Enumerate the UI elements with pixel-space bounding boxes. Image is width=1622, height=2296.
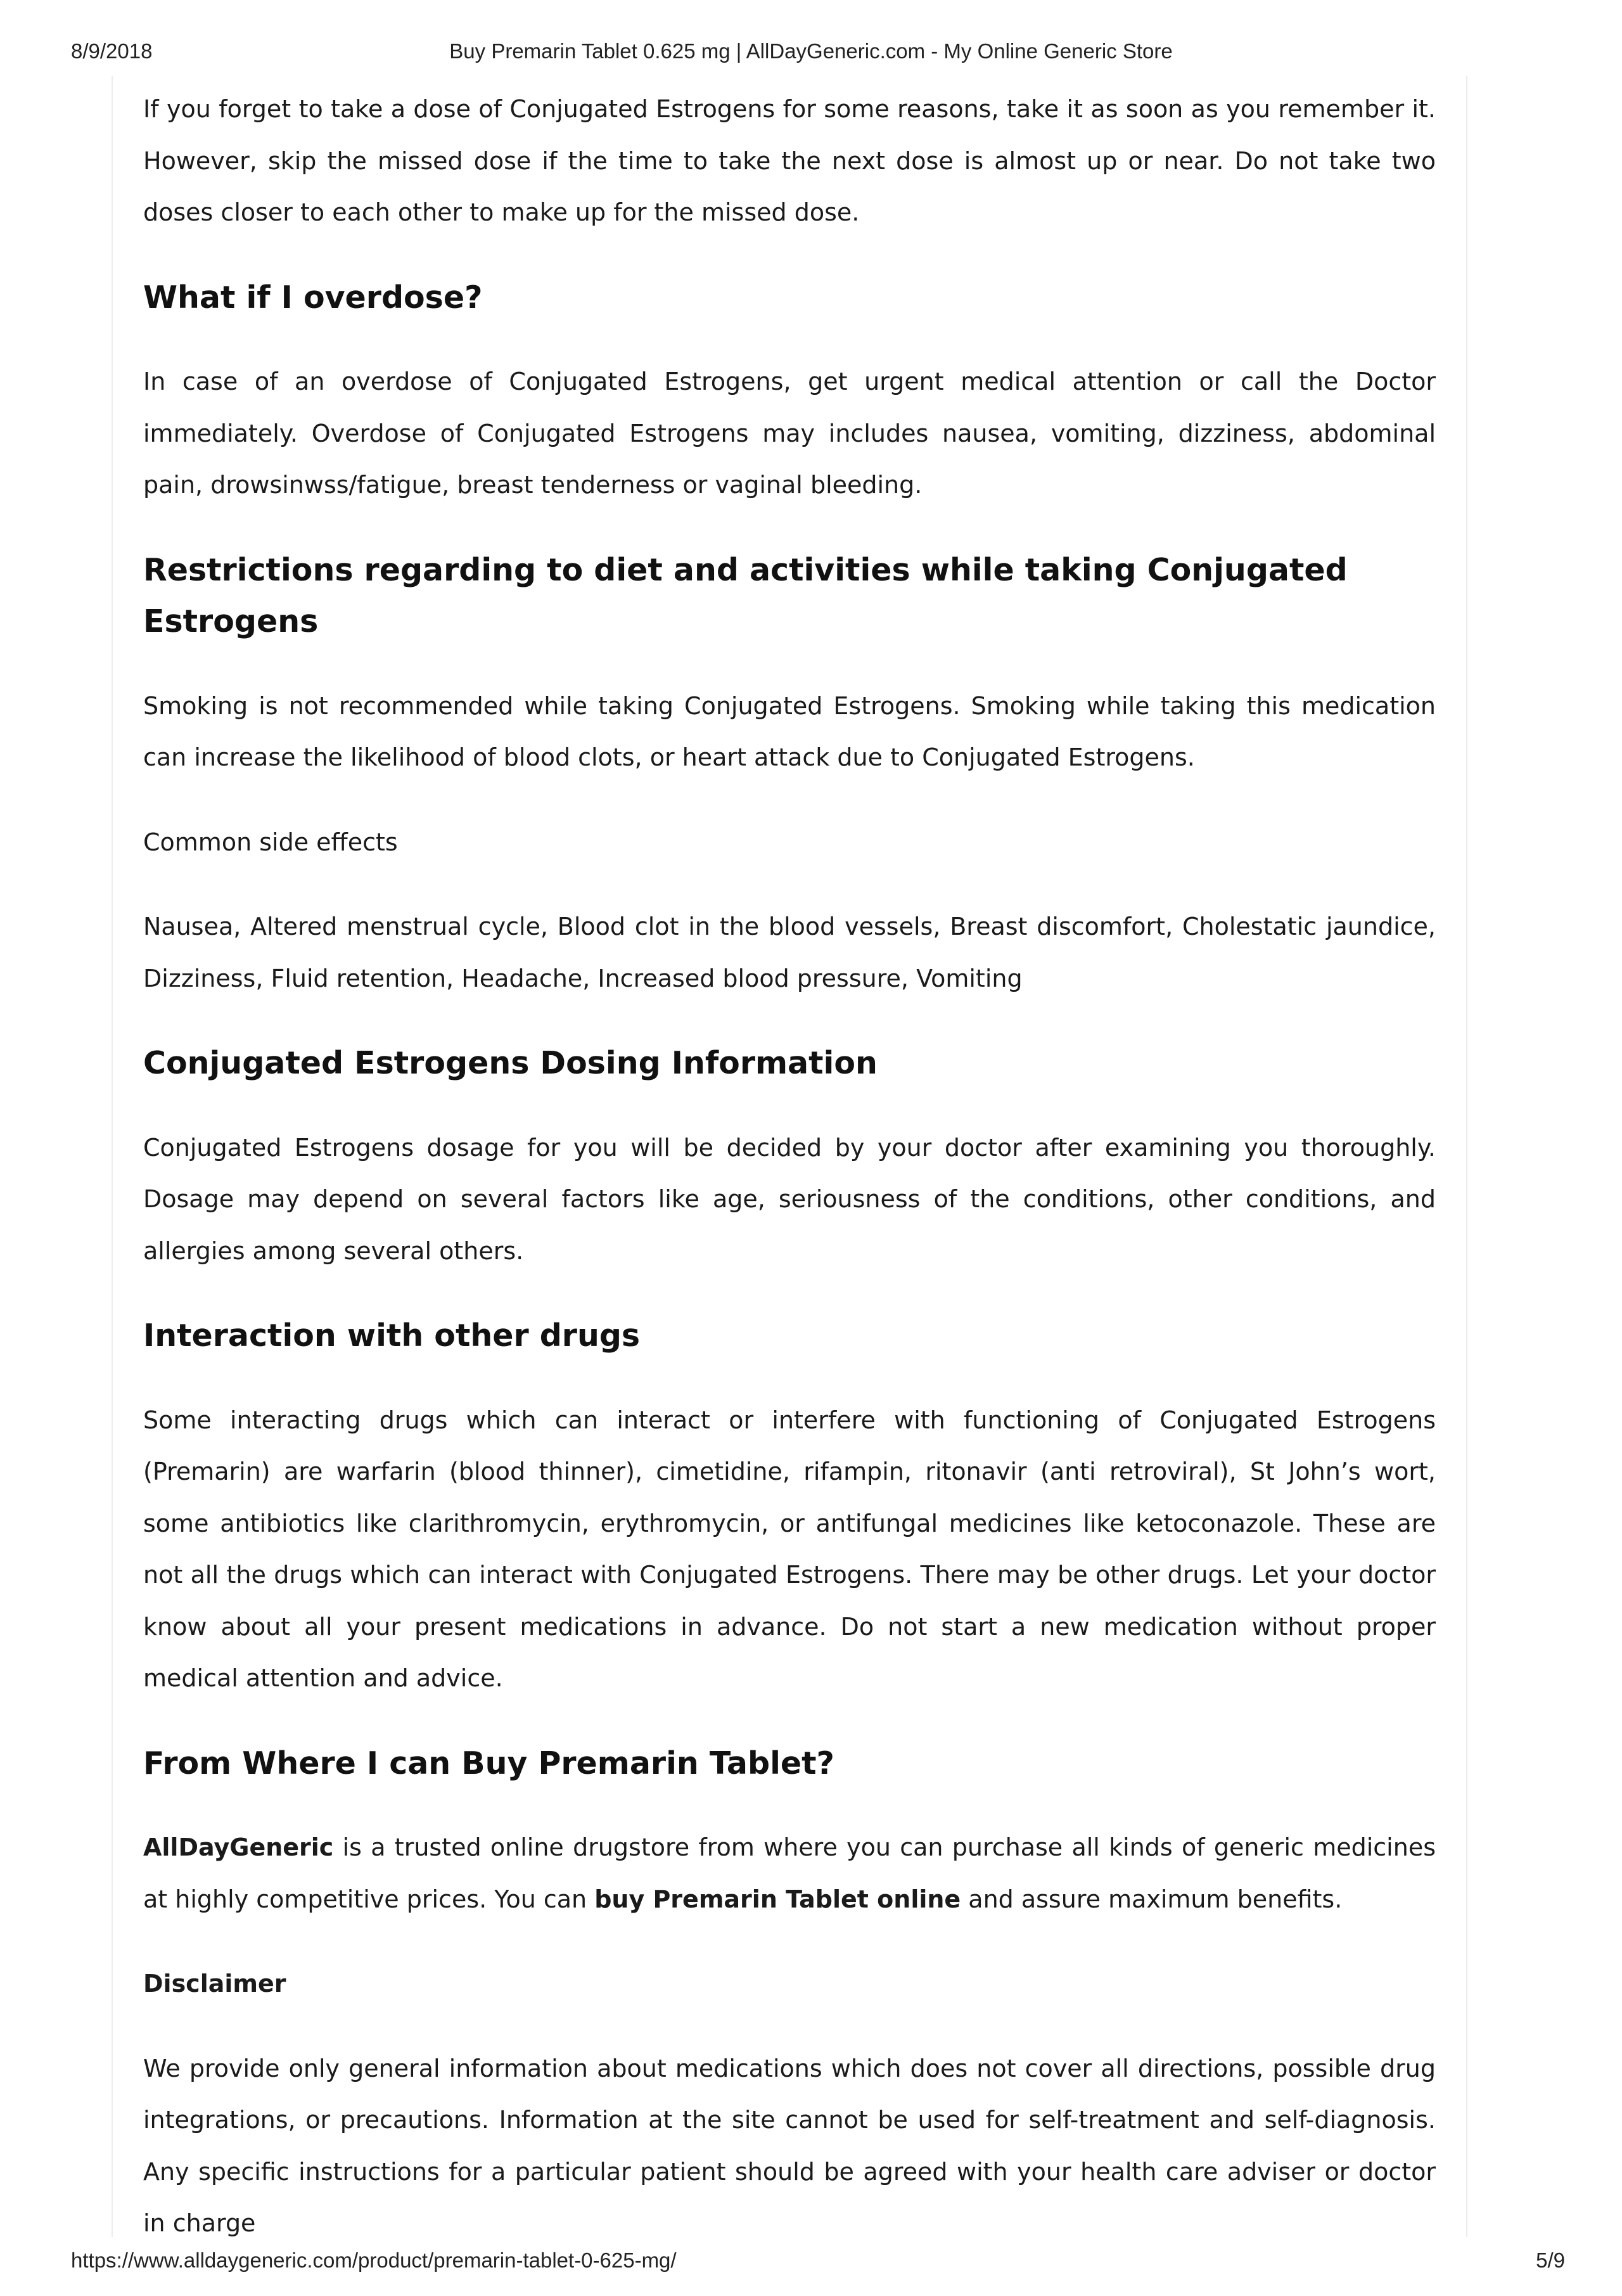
buy-text-1: is a trusted online drugstore from where you can purchase all kinds of generic medicines at highly competitive prices. You can (143, 1833, 1436, 1913)
restrictions-paragraph: Smoking is not recommended while taking Conjugated Estrogens. Smoking while taking this medication can increase the likelihood of blood clots, or heart attack due to Conjugated Estrogens. (143, 691, 1436, 771)
buy-text-2: and assure maximum benefits. (961, 1885, 1343, 1913)
article-content (143, 84, 1436, 2250)
side-effects-label: Common side effects (143, 828, 398, 856)
missed-dose-paragraph: If you forget to take a dose of Conjugated Estrogens for some reasons, take it as soon as you remember it. However, skip the missed dose if the time to take the next dose is almost up or near. Do not take two doses closer to each other to make up for the missed dose. (143, 95, 1436, 226)
buy-paragraph (143, 1822, 1436, 1925)
print-date: 8/9/2018 (71, 39, 153, 63)
interaction-paragraph: Some interacting drugs which can interact or interfere with functioning of Conjugated Estrogens (Premarin) are warfarin (blood thinner), cimetidine, rifampin, ritonavir (anti retroviral), St John’s wort, some antibiotics like clarithromycin, erythromycin, or antifungal medicines like ketoconazole. These are not all the drugs which can interact with Conjugated Estrogens. There may be other drugs. Let your doctor know about all your present medications in advance. Do not start a new medication without proper medical attention and advice. (143, 1406, 1436, 1692)
side-effects-paragraph: Nausea, Altered menstrual cycle, Blood clot in the blood vessels, Breast discomfort, Cholestatic jaundice, Dizziness, Fluid retention, Headache, Increased blood pressure, Vomiting (143, 913, 1436, 992)
brand-name: AllDayGeneric (143, 1833, 334, 1861)
restrictions-heading: Restrictions regarding to diet and activities while taking Conjugated Estrogens (143, 551, 1348, 639)
interaction-heading: Interaction with other drugs (143, 1318, 641, 1354)
disclaimer-paragraph: We provide only general information about medications which does not cover all directions, possible drug integrations, or precautions. Information at the site cannot be used for self-treatment and self-diagnosis. Any specific instructions for a particular patient should be agreed with your health care adviser or doctor in charge (143, 2054, 1436, 2237)
dosing-heading: Conjugated Estrogens Dosing Information (143, 1045, 878, 1081)
print-page-title: Buy Premarin Tablet 0.625 mg | AllDayGeneric.com - My Online Generic Store (449, 39, 1173, 63)
overdose-heading: What if I overdose? (143, 279, 483, 316)
overdose-paragraph: In case of an overdose of Conjugated Estrogens, get urgent medical attention or call the Doctor immediately. Overdose of Conjugated Estrogens may includes nausea, vomiting, dizziness, abdominal pain, drowsinwss/fatigue, breast tenderness or vaginal bleeding. (143, 368, 1436, 499)
dosing-paragraph: Conjugated Estrogens dosage for you will be decided by your doctor after examining you thoroughly. Dosage may depend on several factors like age, seriousness of the conditions, other conditions, and allergies among several others. (143, 1133, 1436, 1265)
disclaimer-label: Disclaimer (143, 1970, 286, 1998)
buy-premarin-link[interactable]: buy Premarin Tablet online (594, 1885, 961, 1913)
page-number: 5/9 (1536, 2248, 1565, 2272)
page-url: https://www.alldaygeneric.com/product/premarin-tablet-0-625-mg/ (71, 2248, 677, 2272)
buy-heading: From Where I can Buy Premarin Tablet? (143, 1745, 834, 1781)
print-header (0, 39, 1622, 71)
print-footer (0, 2248, 1622, 2280)
